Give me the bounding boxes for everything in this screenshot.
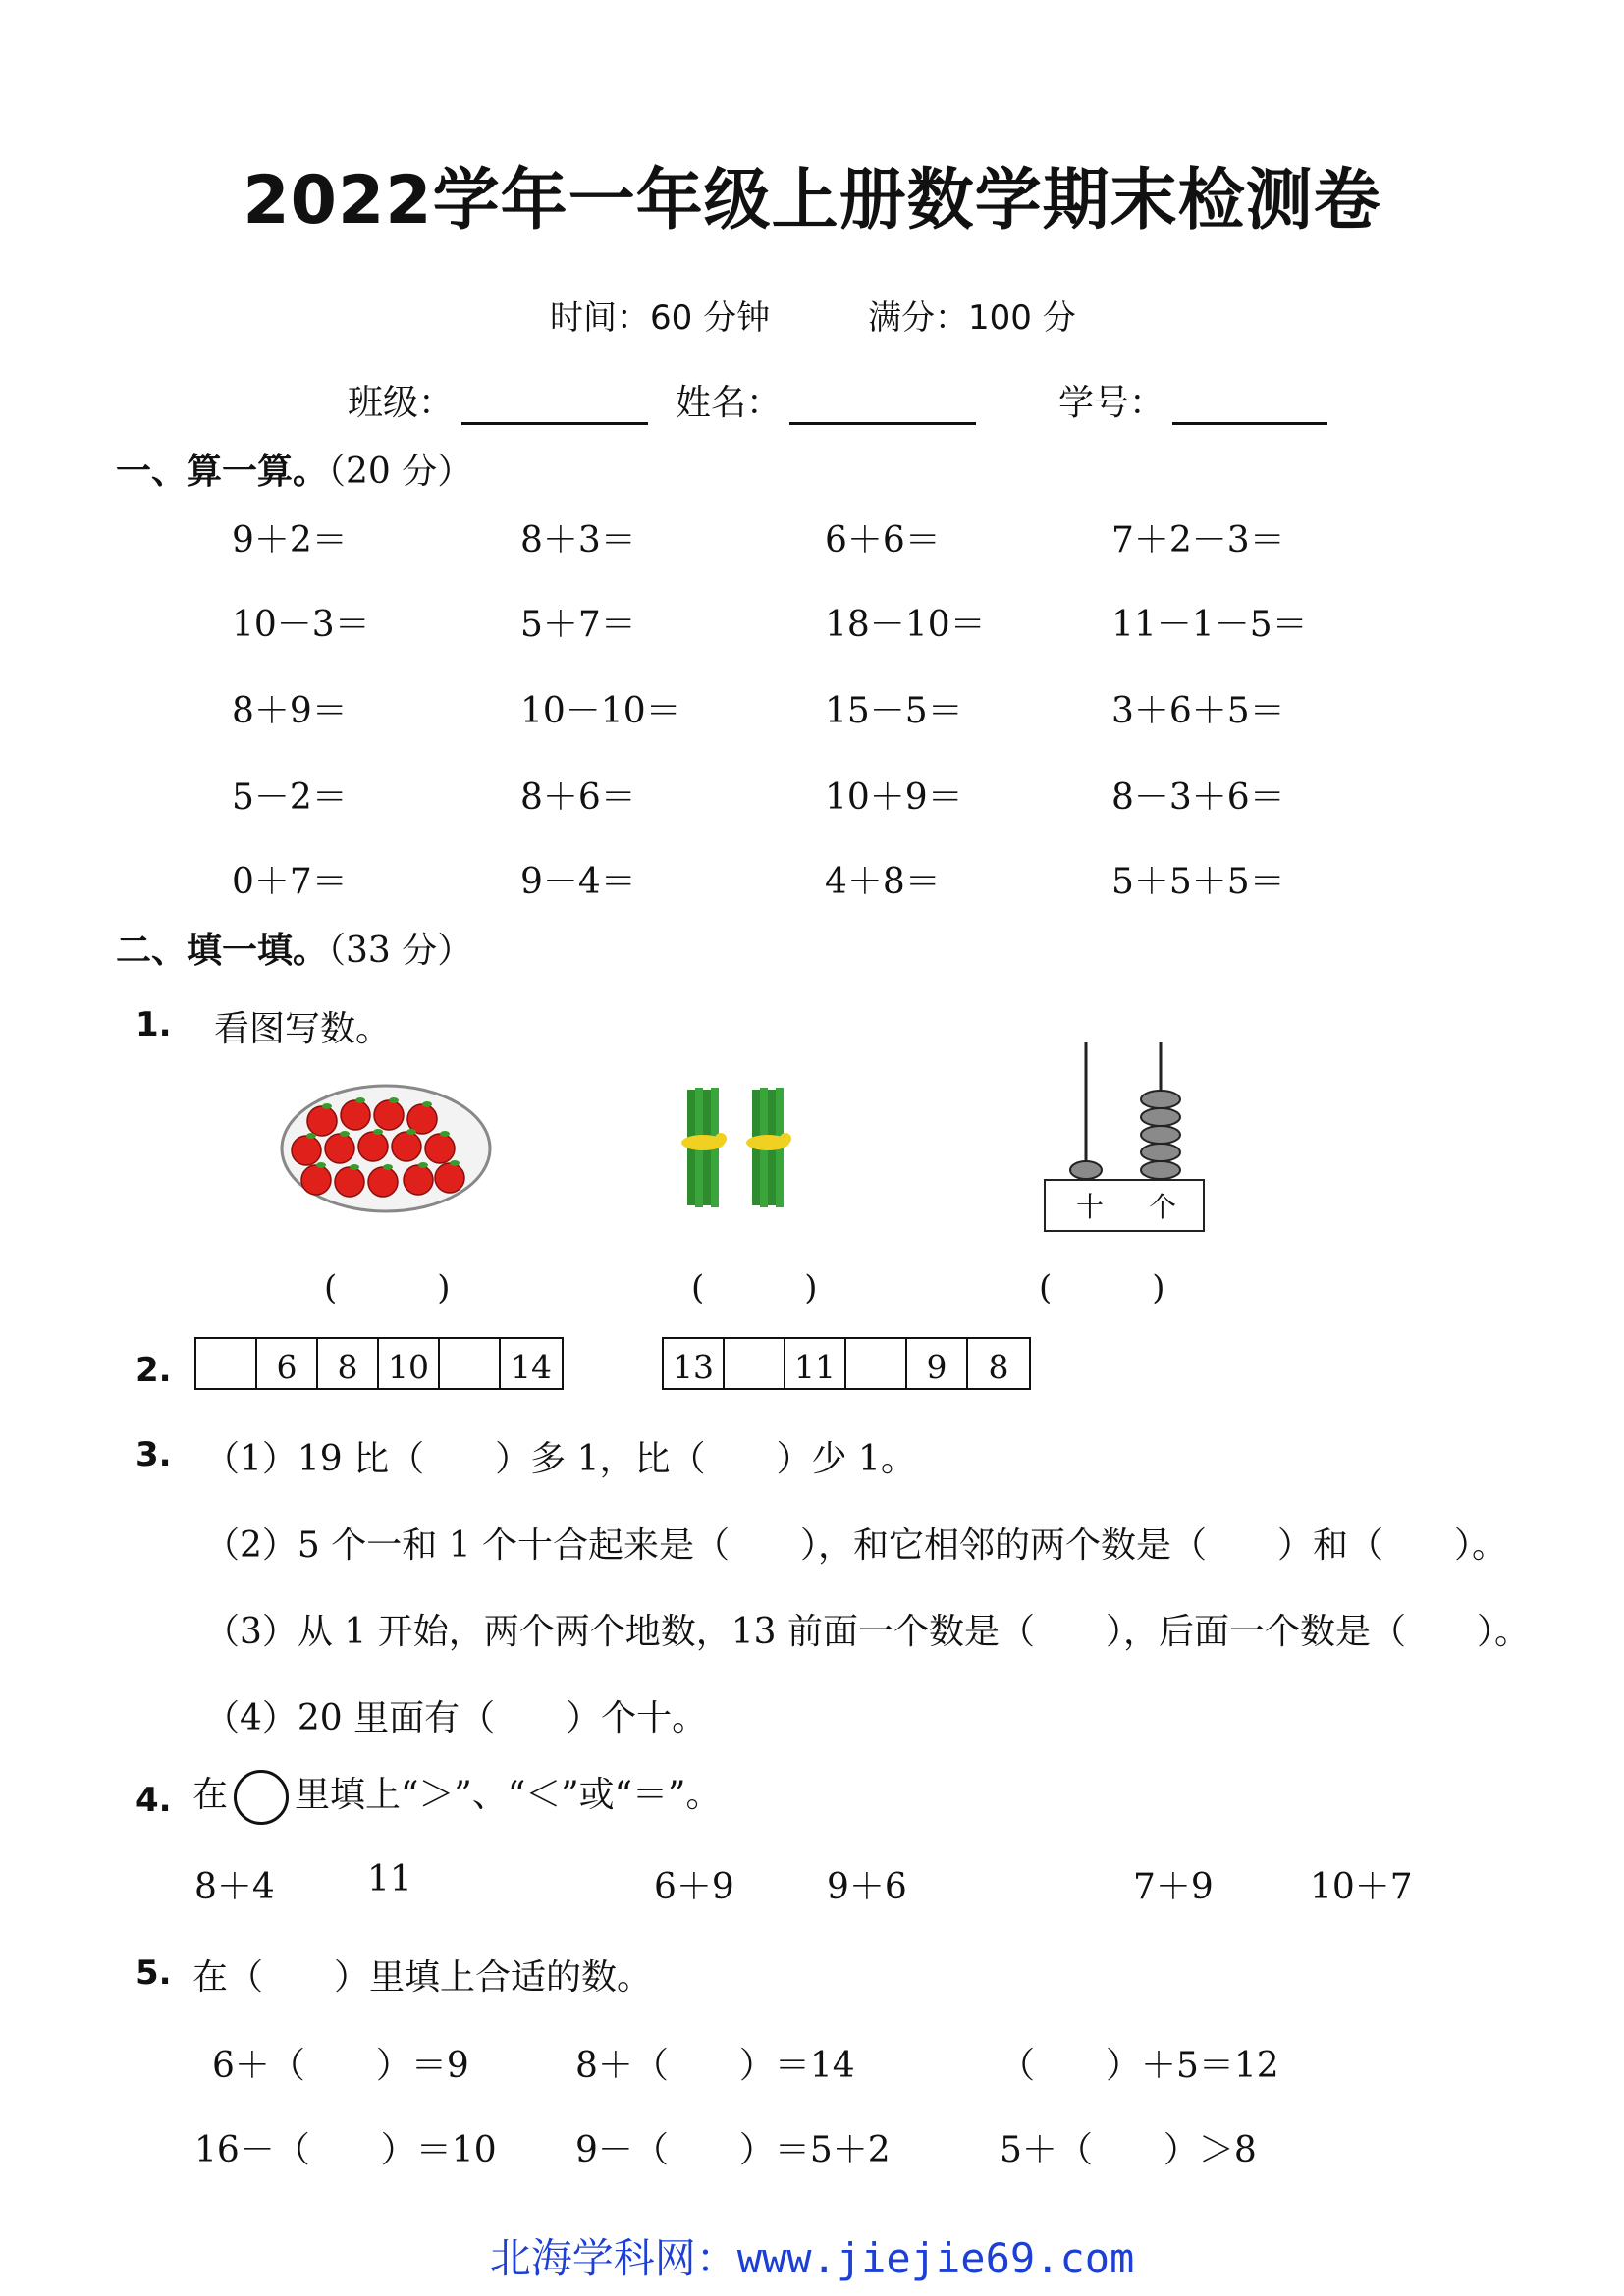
section-2-title: 二、填一填。 — [116, 931, 329, 971]
calc-problem: 0＋7＝ — [232, 862, 348, 902]
leaf-icon — [340, 1131, 350, 1137]
stick-bundle-2 — [746, 1088, 791, 1207]
compare-left: 7＋9 — [1133, 1867, 1214, 1907]
calc-problem: 9－4＝ — [520, 862, 636, 902]
sequence-cell[interactable]: 13 — [664, 1339, 725, 1388]
section-2-heading — [116, 923, 472, 973]
q1-text: 看图写数。 — [214, 1009, 392, 1049]
compare-left: 6＋9 — [654, 1867, 734, 1907]
q5-text: 在（ ）里填上合适的数。 — [192, 1957, 653, 1998]
apple-icon — [435, 1163, 464, 1193]
fill-in-equation[interactable]: 9－（ ）＝5＋2 — [575, 2130, 891, 2170]
apple-plate-image — [277, 1080, 495, 1217]
fill-in-equation[interactable]: 16－（ ）＝10 — [194, 2130, 497, 2170]
apple-icon — [301, 1165, 331, 1195]
calc-problem: 11－1－5＝ — [1111, 605, 1308, 645]
q2-number: 2. — [135, 1351, 172, 1390]
leaf-icon — [316, 1162, 326, 1168]
calc-problem: 8＋9＝ — [232, 691, 348, 731]
number-sequence-1 — [194, 1337, 564, 1390]
name-blank[interactable] — [789, 385, 976, 425]
apple-icon — [307, 1106, 337, 1136]
q1-answer-sticks[interactable]: ( ) — [691, 1268, 818, 1308]
calc-problem: 18－10＝ — [825, 605, 986, 645]
sequence-cell[interactable] — [846, 1339, 907, 1388]
apple-icon — [335, 1167, 364, 1197]
full-score: 满分：100 分 — [868, 298, 1076, 338]
compare-left: 8＋4 — [194, 1867, 275, 1907]
q3-part-3: （3）从 1 开始，两个两个地数，13 前面一个数是（ ），后面一个数是（ ）。 — [204, 1612, 1530, 1652]
fill-in-equation[interactable]: （ ）＋5＝12 — [1000, 2046, 1279, 2086]
time-limit: 时间：60 分钟 — [550, 298, 771, 338]
footer-watermark — [0, 2226, 1624, 2285]
apple-icon — [404, 1165, 433, 1195]
apple-icon — [392, 1132, 421, 1161]
calc-problem: 10－10＝ — [520, 691, 681, 731]
footer-label: 北海学科网： — [489, 2234, 737, 2282]
calc-problem: 5＋5＋5＝ — [1111, 862, 1285, 902]
class-blank[interactable] — [461, 385, 648, 425]
apple-icon — [292, 1136, 321, 1165]
abacus-ones-label: 个 — [1149, 1191, 1177, 1223]
section-1-title: 一、算一算。 — [116, 452, 329, 492]
apple-icon — [368, 1167, 398, 1197]
leaf-icon — [450, 1160, 460, 1166]
calc-problem: 9＋2＝ — [232, 520, 348, 561]
apple-icon — [341, 1100, 370, 1130]
leaf-icon — [389, 1097, 399, 1103]
sequence-cell[interactable] — [725, 1339, 785, 1388]
calc-problem: 8＋3＝ — [520, 520, 636, 561]
sequence-cell[interactable]: 6 — [257, 1339, 318, 1388]
compare-right: 11 — [367, 1859, 412, 1899]
abacus-image — [1039, 1039, 1206, 1235]
name-label: 姓名： — [676, 383, 783, 423]
apple-icon — [374, 1100, 404, 1130]
q4-text-pre: 在 — [192, 1775, 229, 1815]
fill-in-equation[interactable]: 5＋（ ）＞8 — [1000, 2130, 1257, 2170]
q1-answer-abacus[interactable]: ( ) — [1039, 1268, 1165, 1308]
calc-problem: 7＋2－3＝ — [1111, 520, 1285, 561]
calc-problem: 8＋6＝ — [520, 777, 636, 818]
leaf-icon — [418, 1162, 428, 1168]
leaf-icon — [306, 1133, 316, 1139]
stick-bundles-image — [677, 1080, 825, 1217]
q3-part-2: （2）5 个一和 1 个十合起来是（ ），和它相邻的两个数是（ ）和（ ）。 — [204, 1525, 1508, 1566]
name-field[interactable] — [676, 375, 976, 425]
apple-icon — [325, 1134, 354, 1163]
circle-icon — [234, 1770, 289, 1825]
class-label: 班级： — [348, 383, 455, 423]
q4-text — [192, 1767, 721, 1825]
sequence-cell[interactable]: 11 — [785, 1339, 846, 1388]
section-1-heading — [116, 444, 472, 494]
sequence-cell[interactable]: 14 — [511, 1348, 552, 1386]
leaf-icon — [440, 1131, 450, 1137]
sequence-cell[interactable]: 9 — [907, 1339, 968, 1388]
sequence-cell[interactable] — [196, 1339, 257, 1388]
abacus-tens-label: 十 — [1076, 1191, 1105, 1223]
number-sequence-2 — [662, 1337, 1031, 1390]
calc-problem: 15－5＝ — [825, 691, 963, 731]
calc-problem: 10＋9＝ — [825, 777, 963, 818]
leaf-icon — [350, 1164, 359, 1170]
sequence-cell[interactable] — [440, 1339, 501, 1388]
calc-problem: 6＋6＝ — [825, 520, 941, 561]
calc-problem: 4＋8＝ — [825, 862, 941, 902]
fill-in-equation[interactable]: 6＋（ ）＝9 — [212, 2046, 469, 2086]
section-2-points: （33 分） — [328, 931, 473, 971]
apple-icon — [358, 1132, 388, 1161]
compare-right: 10＋7 — [1310, 1867, 1413, 1907]
sequence-cell[interactable]: 8 — [988, 1348, 1009, 1386]
student-id-field[interactable] — [1058, 375, 1327, 425]
id-label: 学号： — [1058, 383, 1165, 423]
sequence-cell[interactable]: 10 — [379, 1339, 440, 1388]
leaf-icon — [322, 1103, 332, 1109]
q4-text-post: 里填上“＞”、“＜”或“＝”。 — [295, 1775, 722, 1815]
calc-problem: 5＋7＝ — [520, 605, 636, 645]
compare-right: 9＋6 — [827, 1867, 907, 1907]
q4-number: 4. — [135, 1781, 172, 1820]
leaf-icon — [406, 1129, 416, 1135]
calc-problem: 3＋6＋5＝ — [1111, 691, 1285, 731]
stick-bundle-1 — [681, 1088, 727, 1207]
leaf-icon — [355, 1097, 365, 1103]
page-title: 2022学年一年级上册数学期末检测卷 — [243, 162, 1381, 240]
q3-part-4: （4）20 里面有（ ）个十。 — [204, 1698, 708, 1738]
q1-answer-apples[interactable]: ( ) — [324, 1268, 451, 1308]
class-field[interactable] — [348, 375, 648, 425]
q3-part-1: （1）19 比（ ）多 1，比（ ）少 1。 — [204, 1439, 916, 1479]
apple-icon — [425, 1134, 455, 1163]
footer-url[interactable]: www.jiejie69.com — [736, 2234, 1135, 2282]
calc-problem: 8－3＋6＝ — [1111, 777, 1285, 818]
q1-number: 1. — [135, 1005, 172, 1044]
id-blank[interactable] — [1172, 385, 1327, 425]
leaf-icon — [373, 1129, 383, 1135]
calc-problem: 10－3＝ — [232, 605, 370, 645]
q3-number: 3. — [135, 1435, 172, 1474]
fill-in-equation[interactable]: 8＋（ ）＝14 — [575, 2046, 855, 2086]
section-1-points: （20 分） — [328, 452, 473, 492]
q5-number: 5. — [135, 1953, 172, 1993]
sequence-cell[interactable]: 8 — [318, 1339, 379, 1388]
calc-problem: 5－2＝ — [232, 777, 348, 818]
leaf-icon — [383, 1164, 393, 1170]
leaf-icon — [422, 1101, 432, 1107]
